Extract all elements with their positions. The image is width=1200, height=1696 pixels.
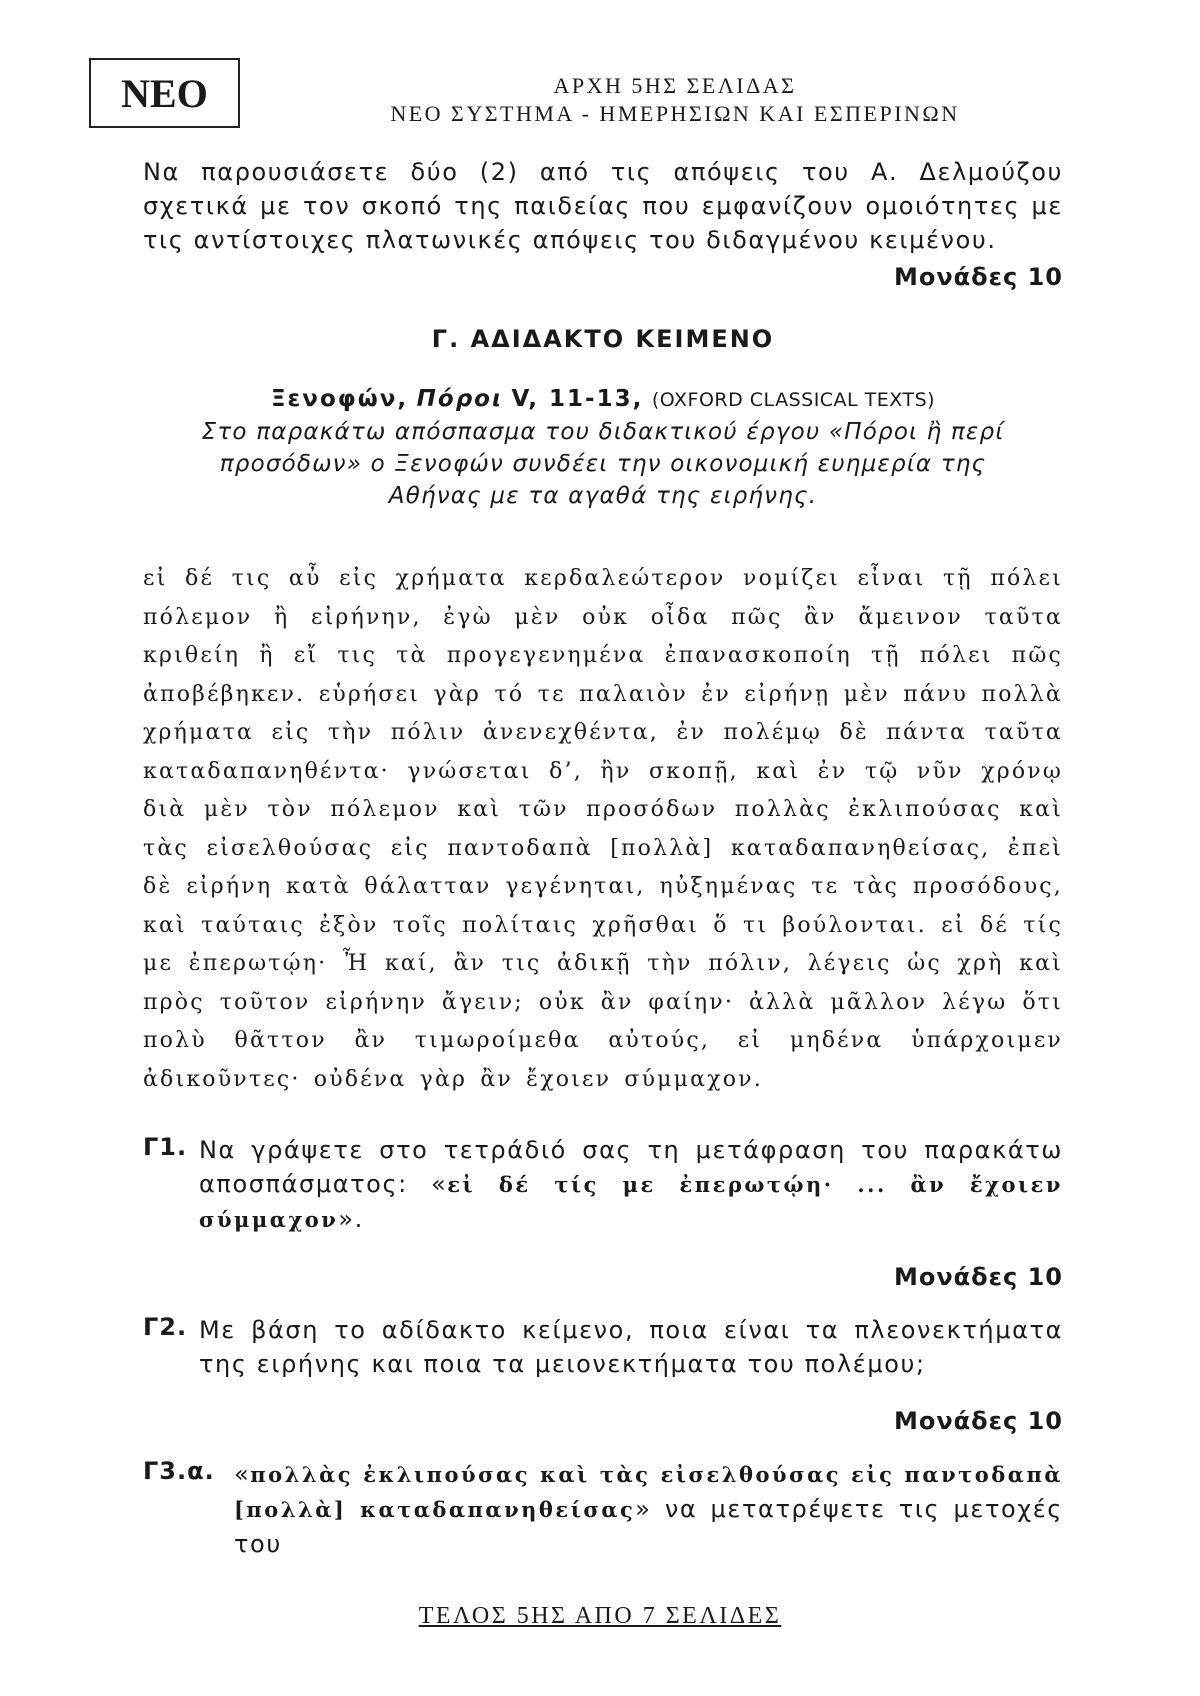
- source-work: Πόροι: [416, 386, 503, 412]
- units-g2: Μονάδες 10: [893, 1407, 1063, 1435]
- header-page-start: ΑΡΧΗ 5ΗΣ ΣΕΛΙΔΑΣ: [553, 73, 797, 98]
- exam-content: [143, 155, 1063, 1561]
- new-system-badge: ΝΕΟ: [89, 58, 240, 128]
- question-g1-prompt: Να γράψετε στο τετράδιό σας τη μετάφραση του παρακάτω αποσπάσματος: «: [199, 1136, 1063, 1198]
- question-g3a-label: Γ3.α.: [143, 1457, 215, 1485]
- question-g3a-prompt: » να μετατρέψετε τις μετοχές του: [234, 1495, 1063, 1558]
- section-title: Γ. ΑΔΙΔΑΚΤΟ ΚΕΙΜΕΝΟ: [431, 325, 775, 353]
- header-system: ΝΕΟ ΣΥΣΤΗΜΑ - ΗΜΕΡΗΣΙΩΝ ΚΑΙ ΕΣΠΕΡΙΝΩΝ: [390, 101, 960, 126]
- question-g3a-quote: πολλὰς ἐκλιπούσας καὶ τὰς εἰσελθούσας εἰς παντοδαπὰ [πολλὰ] καταδαπανηθείσας: [234, 1462, 1063, 1522]
- question-g1-end: ».: [338, 1205, 364, 1233]
- question-g3a: [143, 1457, 1063, 1561]
- source-description: Στο παρακάτω απόσπασμα του διδακτικού έργου «Πόροι ἢ περί προσόδων» ο Ξενοφών συνδέει την οικονομική ευημερία της Αθήνας με τα αγαθά της ειρήνης.: [201, 419, 1005, 509]
- page-header: [240, 72, 1110, 128]
- units-intro: Μονάδες 10: [893, 263, 1063, 291]
- question-g3a-text: [234, 1457, 1063, 1561]
- question-g1-text: [199, 1133, 1063, 1237]
- question-g1: [143, 1133, 1063, 1237]
- question-g2: [143, 1313, 1063, 1381]
- intro-question: Να παρουσιάσετε δύο (2) από τις απόψεις του Α. Δελμούζου σχετικά με τον σκοπό της παιδείας που εμφανίζουν ομοιότητες με τις αντίστοιχες πλατωνικές απόψεις του διδαγμένου κειμένου.: [143, 158, 1063, 254]
- question-g3a-open: «: [234, 1460, 251, 1488]
- source-block: [143, 383, 1063, 512]
- ancient-text: εἰ δέ τις αὖ εἰς χρήματα κερδαλεώτερον νομίζει εἶναι τῇ πόλει πόλεμον ἢ εἰρήνην, ἐγὼ μὲν οὐκ οἶδα πῶς ἂν ἄμεινον ταῦτα κριθείη ἢ εἴ τις τὰ προγεγενημένα ἐπανασκοποίη τῇ πόλει πῶς ἀποβέβηκεν. εὑρήσει γὰρ τό τε παλαιὸν ἐν εἰρήνῃ μὲν πάνυ πολλὰ χρήματα εἰς τὴν πόλιν ἀνενεχθέντα, ἐν πολέμῳ δὲ πάντα ταῦτα καταδαπανηθέντα· γνώσεται δ’, ἢν σκοπῇ, καὶ ἐν τῷ νῦν χρόνῳ διὰ μὲν τὸν πόλεμον καὶ τῶν προσόδων πολλὰς ἐκλιπούσας καὶ τὰς εἰσελθούσας εἰς παντοδαπὰ [πολλὰ] καταδαπανηθείσας, ἐπεὶ δὲ εἰρήνη κατὰ θάλατταν γεγένηται, ηὐξημένας τε τὰς προσόδους, καὶ ταύταις ἐξὸν τοῖς πολίταις χρῆσθαι ὅ τι βούλονται. εἰ δέ τίς με ἐπερωτῴη· Ἦ καί, ἂν τις ἀδικῇ τὴν πόλιν, λέγεις ὡς χρὴ καὶ πρὸς τοῦτον εἰρήνην ἄγειν; οὐκ ἂν φαίην· ἀλλὰ μᾶλλον λέγω ὅτι πολὺ θᾶττον ἂν τιμωροίμεθα αὐτούς, εἰ μηδένα ὑπάρχοιμεν ἀδικοῦντες· οὐδένα γὰρ ἂν ἔχοιεν σύμμαχον.: [143, 566, 1063, 1092]
- source-edition: (OXFORD CLASSICAL TEXTS): [651, 389, 936, 411]
- question-g1-quote: εἰ δέ τίς με ἐπερωτῴη· ... ἂν ἔχοιεν σύμμαχον: [199, 1172, 1063, 1232]
- source-author: Ξενοφών,: [270, 386, 409, 412]
- source-ref: V, 11-13,: [511, 386, 644, 412]
- page-footer: ΤΕΛΟΣ 5ΗΣ ΑΠΟ 7 ΣΕΛΙΔΕΣ: [418, 1603, 782, 1629]
- question-g1-label: Γ1.: [143, 1133, 188, 1161]
- units-g1: Μονάδες 10: [893, 1263, 1063, 1291]
- question-g2-label: Γ2.: [143, 1313, 188, 1341]
- question-g2-text: Με βάση το αδίδακτο κείμενο, ποια είναι τα πλεονεκτήματα της ειρήνης και ποια τα μειονεκτήματα του πολέμου;: [199, 1316, 1063, 1378]
